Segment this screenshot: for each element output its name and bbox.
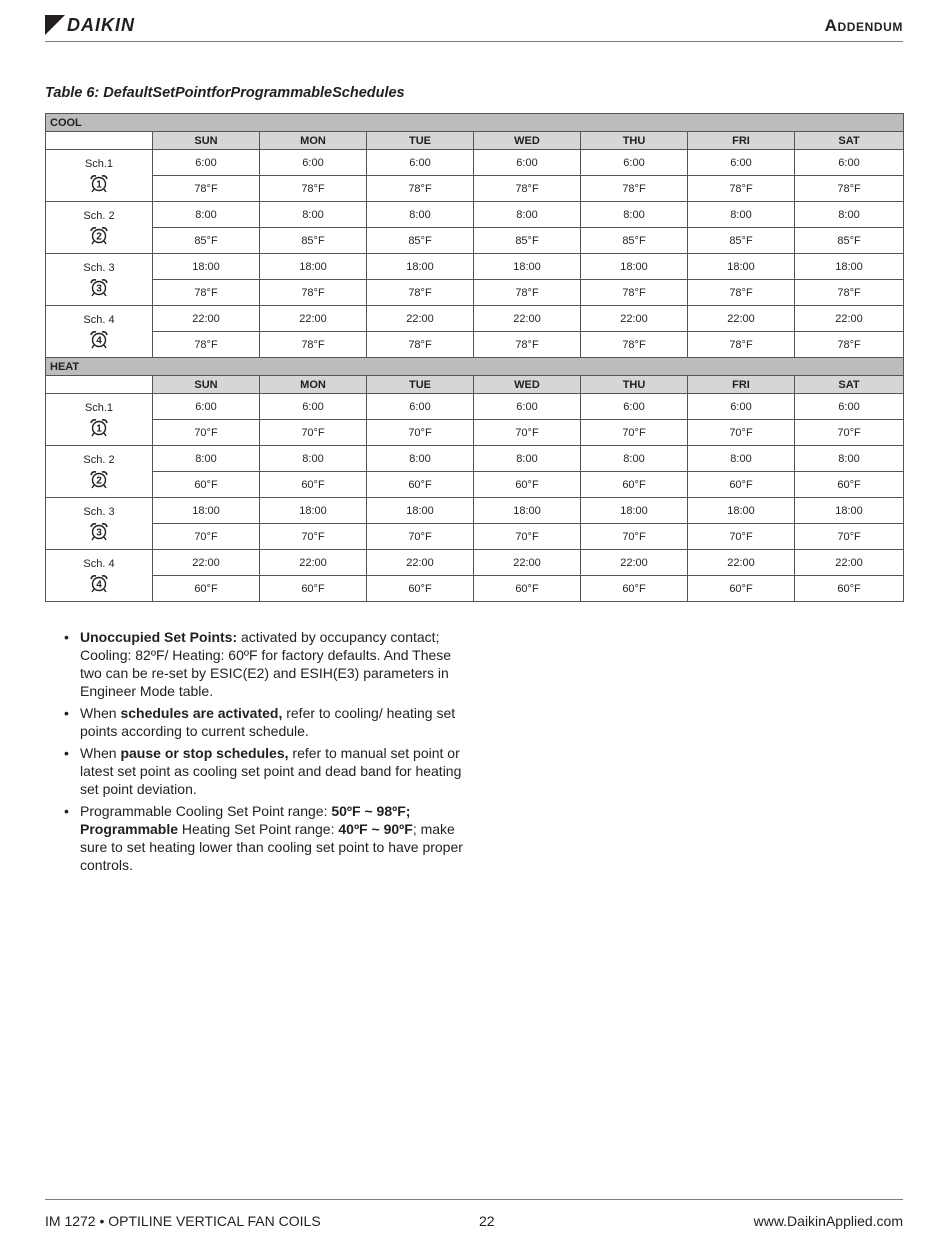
svg-text:4: 4	[96, 579, 102, 591]
time-cell: 18:00	[260, 498, 367, 524]
temperature-cell: 78°F	[688, 280, 795, 306]
time-row	[46, 150, 904, 176]
note-schedules-activated: • When schedules are activated, refer to cooling/ heating set points according to current schedule.	[64, 705, 456, 739]
heat-section-row	[46, 358, 904, 376]
temperature-cell: 70°F	[260, 524, 367, 550]
page-header	[45, 12, 903, 42]
temperature-cell: 78°F	[795, 176, 904, 202]
time-cell: 6:00	[367, 150, 474, 176]
temperature-cell: 60°F	[474, 576, 581, 602]
temp-row	[46, 472, 904, 498]
day-header: THU	[581, 376, 688, 394]
temperature-cell: 60°F	[260, 576, 367, 602]
alarm-clock-icon	[89, 470, 109, 489]
heat-section-label: HEAT	[46, 358, 904, 376]
daikin-logo-icon	[45, 15, 65, 35]
temperature-cell: 78°F	[474, 176, 581, 202]
schedule-name-cell	[46, 550, 153, 602]
temperature-cell: 70°F	[795, 524, 904, 550]
day-header: TUE	[367, 132, 474, 150]
temperature-cell: 70°F	[367, 524, 474, 550]
time-cell: 8:00	[474, 446, 581, 472]
svg-text:1: 1	[96, 423, 102, 435]
note-ranges: • Programmable Cooling Set Point range: 50ºF ~ 98ºF; Programmable Heating Set Point range: 40ºF ~ 90ºF; make sure to set heating lower than cooling set point to have proper controls.	[64, 803, 463, 873]
time-cell: 22:00	[367, 550, 474, 576]
temperature-cell: 70°F	[474, 420, 581, 446]
temperature-cell: 85°F	[688, 228, 795, 254]
temperature-cell: 70°F	[153, 524, 260, 550]
temperature-cell: 78°F	[260, 176, 367, 202]
svg-text:3: 3	[96, 283, 102, 295]
temperature-cell: 70°F	[367, 420, 474, 446]
time-cell: 8:00	[153, 202, 260, 228]
time-cell: 18:00	[260, 254, 367, 280]
footer-page-number: 22	[479, 1213, 495, 1229]
temperature-cell: 78°F	[795, 332, 904, 358]
time-cell: 6:00	[795, 394, 904, 420]
time-row	[46, 254, 904, 280]
corner-cell	[46, 132, 153, 150]
note-unoccupied: • Unoccupied Set Points: activated by occupancy contact; Cooling: 82ºF/ Heating: 60ºF for factory defaults. And These two can be re-set by ESIC(E2) and ESIH(E3) parameters in Engineer Mode table.	[64, 629, 452, 699]
temp-row	[46, 420, 904, 446]
schedule-name-cell	[46, 498, 153, 550]
time-cell: 8:00	[795, 446, 904, 472]
day-header: MON	[260, 132, 367, 150]
day-header: FRI	[688, 376, 795, 394]
alarm-clock-icon	[89, 574, 109, 593]
cool-section-row	[46, 114, 904, 132]
footer-doc-id: IM 1272 • OPTILINE VERTICAL FAN COILS	[45, 1213, 321, 1229]
day-header: MON	[260, 376, 367, 394]
temperature-cell: 60°F	[260, 472, 367, 498]
schedule-name: Sch.1	[84, 158, 114, 170]
temperature-cell: 60°F	[688, 576, 795, 602]
time-cell: 22:00	[153, 550, 260, 576]
time-row	[46, 394, 904, 420]
time-cell: 22:00	[581, 306, 688, 332]
time-cell: 22:00	[153, 306, 260, 332]
temperature-cell: 60°F	[474, 472, 581, 498]
time-cell: 22:00	[474, 306, 581, 332]
schedule-name: Sch. 2	[83, 454, 115, 466]
temperature-cell: 78°F	[153, 280, 260, 306]
cool-section-label: COOL	[46, 114, 904, 132]
temperature-cell: 70°F	[688, 420, 795, 446]
temperature-cell: 60°F	[367, 576, 474, 602]
alarm-clock-icon	[89, 330, 109, 349]
day-header: FRI	[688, 132, 795, 150]
time-cell: 18:00	[153, 254, 260, 280]
time-cell: 8:00	[581, 202, 688, 228]
temperature-cell: 60°F	[795, 472, 904, 498]
time-cell: 8:00	[367, 446, 474, 472]
time-cell: 6:00	[795, 150, 904, 176]
temperature-cell: 70°F	[581, 524, 688, 550]
temperature-cell: 78°F	[367, 332, 474, 358]
schedule-name: Sch.1	[84, 402, 114, 414]
temperature-cell: 70°F	[260, 420, 367, 446]
time-cell: 6:00	[688, 150, 795, 176]
time-cell: 18:00	[153, 498, 260, 524]
svg-text:3: 3	[96, 527, 102, 539]
time-row	[46, 306, 904, 332]
temperature-cell: 85°F	[367, 228, 474, 254]
temperature-cell: 78°F	[688, 332, 795, 358]
time-cell: 22:00	[581, 550, 688, 576]
time-cell: 22:00	[688, 306, 795, 332]
temperature-cell: 70°F	[474, 524, 581, 550]
svg-text:1: 1	[96, 179, 102, 191]
time-cell: 22:00	[260, 550, 367, 576]
time-cell: 6:00	[153, 150, 260, 176]
temperature-cell: 78°F	[474, 280, 581, 306]
temperature-cell: 78°F	[581, 280, 688, 306]
temperature-cell: 85°F	[260, 228, 367, 254]
temperature-cell: 78°F	[581, 332, 688, 358]
day-header: SAT	[795, 132, 904, 150]
temperature-cell: 78°F	[260, 280, 367, 306]
temperature-cell: 78°F	[367, 176, 474, 202]
temperature-cell: 60°F	[688, 472, 795, 498]
bullet-icon: •	[64, 705, 69, 721]
footer-website-link[interactable]: www.DaikinApplied.com	[753, 1213, 903, 1229]
temperature-cell: 60°F	[153, 576, 260, 602]
day-header: SUN	[153, 132, 260, 150]
daikin-logo	[45, 14, 135, 36]
svg-text:2: 2	[96, 475, 102, 487]
day-header: SUN	[153, 376, 260, 394]
temp-row	[46, 176, 904, 202]
alarm-clock-icon	[89, 418, 109, 437]
schedule-name: Sch. 3	[83, 262, 115, 274]
day-header-row	[46, 376, 904, 394]
setpoint-schedule-table	[45, 113, 904, 602]
temperature-cell: 78°F	[795, 280, 904, 306]
time-cell: 18:00	[367, 498, 474, 524]
temperature-cell: 78°F	[688, 176, 795, 202]
schedule-name: Sch. 4	[83, 558, 115, 570]
time-cell: 22:00	[688, 550, 795, 576]
day-header: THU	[581, 132, 688, 150]
time-cell: 6:00	[581, 394, 688, 420]
time-cell: 22:00	[474, 550, 581, 576]
temp-row	[46, 524, 904, 550]
temperature-cell: 60°F	[581, 576, 688, 602]
section-title: Addendum	[824, 16, 903, 35]
bullet-icon: •	[64, 803, 69, 819]
time-cell: 8:00	[367, 202, 474, 228]
temperature-cell: 78°F	[581, 176, 688, 202]
time-cell: 22:00	[795, 550, 904, 576]
page-footer	[45, 1199, 903, 1229]
temp-row	[46, 332, 904, 358]
temperature-cell: 60°F	[153, 472, 260, 498]
logo-text: DAIKIN	[67, 14, 135, 35]
day-header-row	[46, 132, 904, 150]
time-cell: 8:00	[153, 446, 260, 472]
time-row	[46, 202, 904, 228]
time-cell: 6:00	[153, 394, 260, 420]
time-cell: 22:00	[795, 306, 904, 332]
temp-row	[46, 280, 904, 306]
time-cell: 8:00	[795, 202, 904, 228]
note-pause-stop: • When pause or stop schedules, refer to manual set point or latest set point as cooling set point and dead band for heating set point deviation.	[64, 745, 462, 797]
time-cell: 6:00	[581, 150, 688, 176]
temperature-cell: 70°F	[688, 524, 795, 550]
alarm-clock-icon	[89, 278, 109, 297]
day-header: WED	[474, 132, 581, 150]
bullet-icon: •	[64, 745, 69, 761]
time-row	[46, 550, 904, 576]
time-cell: 18:00	[474, 498, 581, 524]
time-cell: 8:00	[474, 202, 581, 228]
time-cell: 18:00	[581, 254, 688, 280]
time-row	[46, 446, 904, 472]
svg-text:4: 4	[96, 335, 102, 347]
time-cell: 8:00	[688, 446, 795, 472]
temperature-cell: 60°F	[367, 472, 474, 498]
alarm-clock-icon	[89, 522, 109, 541]
bullet-icon: •	[64, 629, 69, 645]
svg-text:2: 2	[96, 231, 102, 243]
time-cell: 6:00	[367, 394, 474, 420]
schedule-name-cell	[46, 394, 153, 446]
time-cell: 18:00	[367, 254, 474, 280]
time-cell: 6:00	[474, 394, 581, 420]
day-header: WED	[474, 376, 581, 394]
schedule-name-cell	[46, 254, 153, 306]
day-header: SAT	[795, 376, 904, 394]
time-cell: 18:00	[688, 498, 795, 524]
temperature-cell: 85°F	[153, 228, 260, 254]
schedule-name: Sch. 4	[83, 314, 115, 326]
time-cell: 8:00	[688, 202, 795, 228]
temperature-cell: 70°F	[581, 420, 688, 446]
table-caption: Table 6: DefaultSetPointforProgrammableSchedules	[45, 85, 405, 101]
temperature-cell: 78°F	[153, 332, 260, 358]
time-cell: 22:00	[367, 306, 474, 332]
time-cell: 6:00	[260, 150, 367, 176]
temperature-cell: 70°F	[153, 420, 260, 446]
temperature-cell: 78°F	[474, 332, 581, 358]
schedule-name-cell	[46, 446, 153, 498]
alarm-clock-icon	[89, 226, 109, 245]
time-cell: 6:00	[688, 394, 795, 420]
time-row	[46, 498, 904, 524]
temperature-cell: 85°F	[474, 228, 581, 254]
time-cell: 18:00	[688, 254, 795, 280]
notes-list	[64, 628, 464, 878]
time-cell: 6:00	[474, 150, 581, 176]
time-cell: 22:00	[260, 306, 367, 332]
temperature-cell: 85°F	[581, 228, 688, 254]
temp-row	[46, 228, 904, 254]
temperature-cell: 85°F	[795, 228, 904, 254]
temperature-cell: 78°F	[367, 280, 474, 306]
day-header: TUE	[367, 376, 474, 394]
time-cell: 18:00	[474, 254, 581, 280]
time-cell: 18:00	[795, 498, 904, 524]
corner-cell	[46, 376, 153, 394]
time-cell: 6:00	[260, 394, 367, 420]
temperature-cell: 70°F	[795, 420, 904, 446]
alarm-clock-icon	[89, 174, 109, 193]
time-cell: 8:00	[581, 446, 688, 472]
time-cell: 8:00	[260, 202, 367, 228]
temp-row	[46, 576, 904, 602]
schedule-name: Sch. 3	[83, 506, 115, 518]
temperature-cell: 60°F	[795, 576, 904, 602]
schedule-name-cell	[46, 306, 153, 358]
temperature-cell: 60°F	[581, 472, 688, 498]
temperature-cell: 78°F	[260, 332, 367, 358]
time-cell: 18:00	[581, 498, 688, 524]
schedule-name: Sch. 2	[83, 210, 115, 222]
time-cell: 8:00	[260, 446, 367, 472]
time-cell: 18:00	[795, 254, 904, 280]
temperature-cell: 78°F	[153, 176, 260, 202]
schedule-name-cell	[46, 150, 153, 202]
schedule-name-cell	[46, 202, 153, 254]
